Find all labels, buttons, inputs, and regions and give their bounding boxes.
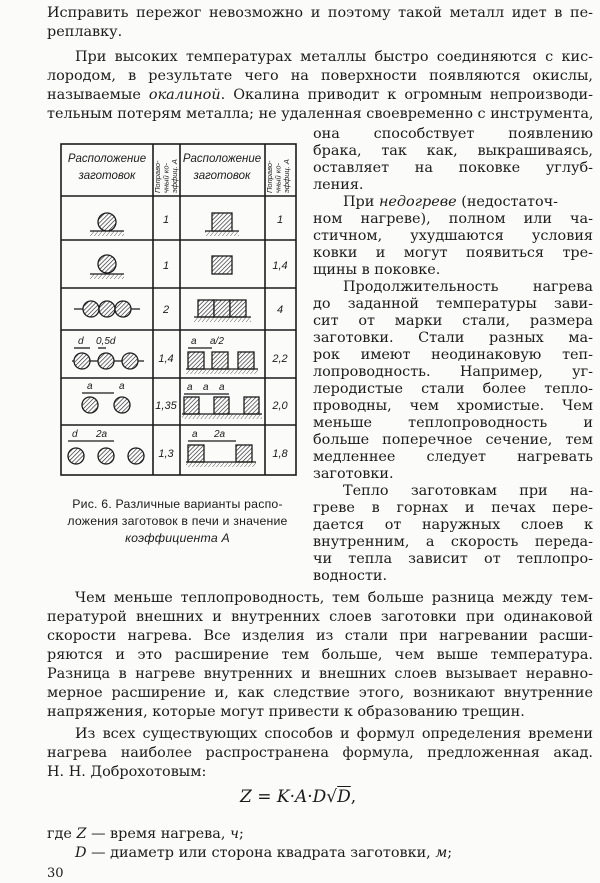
- text-line: до заданной температуры зави-: [313, 296, 593, 312]
- text-line: она способствует появлению: [313, 126, 593, 142]
- coef-value: 1,4: [158, 353, 174, 365]
- term-nedogrev: недогреве: [378, 194, 457, 210]
- coef-value: 1: [162, 260, 170, 272]
- page-number: 30: [47, 866, 64, 881]
- text-line: заготовки.: [313, 466, 394, 482]
- text-line: мерное расширение и, как следствие этого, возникают внутренние: [47, 685, 593, 701]
- dim-label: a: [192, 429, 198, 440]
- symbol: D: [75, 845, 87, 861]
- formula-body: K·A·D: [276, 787, 327, 807]
- sqrt-icon: √: [326, 787, 338, 807]
- text-line: проводны, чем хромистые. Чем: [313, 398, 593, 414]
- text-line: реплавку.: [47, 24, 123, 40]
- coef-value: 2,2: [272, 353, 288, 365]
- coef-value: 1: [276, 214, 284, 226]
- text-line: больше поперечное сечение, тем: [313, 432, 593, 448]
- coef-value: 4: [276, 304, 284, 316]
- text-line: брака, так как, выкрашиваясь,: [313, 143, 593, 159]
- text-line: внутренним, а скорость переда-: [313, 534, 593, 550]
- text-line: тельным потерям металла; не удаленная своевременно с инструмента,: [47, 106, 594, 122]
- text-line: нагрева наиболее распространена формула, предложенная акад.: [47, 745, 593, 761]
- formula-tail: ,: [350, 787, 357, 807]
- text-line: ряются и это расширение тем больше, чем выше температура.: [47, 647, 593, 663]
- text-line: пературой внешних и внутренних слоев заготовки при одинаковой: [47, 609, 593, 625]
- dim-label: 2a: [96, 429, 108, 440]
- text-line: медленнее следует нагревать: [313, 449, 593, 465]
- header-coef-3: эффиц. А: [170, 159, 179, 193]
- text-line: оставляет на поковке углуб-: [313, 160, 593, 176]
- definition-z: [47, 826, 244, 843]
- text-line: рок имеют неодинаковую теп-: [313, 347, 593, 363]
- text-line: скорости нагрева. Все изделия из стали при нагревании расши-: [47, 628, 593, 644]
- header-placement: Расположение: [182, 153, 262, 165]
- dim-label: d: [72, 429, 78, 440]
- text-line: сит от марки стали, размера: [313, 313, 593, 329]
- text: — диаметр или сторона квадрата заготовки,: [86, 845, 436, 861]
- text-line: [47, 87, 593, 104]
- text-line: греве в горнах и печах пере-: [313, 500, 593, 516]
- text-line: Чем меньше теплопроводность, тем больше разница между тем-: [75, 590, 593, 606]
- formula-root: D: [337, 787, 351, 807]
- text-line: [343, 194, 593, 211]
- dim-label: a: [191, 336, 197, 347]
- caption-line: коэффициента А: [125, 531, 230, 545]
- text-line: меньше теплопроводность и: [313, 415, 593, 431]
- text-line: стичном, ухудшаются условия: [313, 228, 593, 244]
- text-line: Продолжительность нагрева: [343, 279, 593, 295]
- dim-label: d: [78, 336, 84, 347]
- text-line: Н. Н. Доброхотовым:: [47, 764, 207, 780]
- caption-line: ложения заготовок в печи и значение: [67, 514, 288, 528]
- text-line: Тепло заготовкам при на-: [343, 483, 593, 499]
- header-coef-2: чный ко-: [273, 163, 283, 193]
- text: — время нагрева,: [86, 826, 230, 842]
- text-line: При высоких температурах металлы быстро соединяются с кис-: [75, 49, 593, 65]
- text: называемые: [47, 87, 141, 103]
- dim-label: 2a: [214, 429, 226, 440]
- figure-caption: [50, 496, 305, 547]
- text-line: ления.: [313, 177, 364, 193]
- text-line: ковки и могут появиться тре-: [313, 245, 593, 261]
- text: . Окалина приводит к огромным непроизводи-: [220, 87, 593, 103]
- text-line: Разница в нагреве внутренних и внешних слоев вызывает неравно-: [47, 666, 593, 682]
- symbol: Z: [76, 826, 87, 842]
- text-line: Из всех существующих способов и формул определения времени: [75, 726, 593, 742]
- header-coef-3: эффиц. А: [282, 159, 291, 193]
- text-line: заготовки. Стали разных ма-: [313, 330, 593, 346]
- formula-eq: =: [251, 787, 277, 807]
- header-placement-2: заготовок: [78, 170, 136, 182]
- text: ;: [447, 845, 453, 861]
- text-line: напряжения, которые могут привести к образованию трещин.: [47, 704, 525, 720]
- text-line: Исправить пережог невозможно и поэтому такой металл идет в пе-: [47, 5, 593, 21]
- dim-label: a: [203, 382, 209, 393]
- formula-lhs: Z: [240, 787, 252, 807]
- text-line: ном нагреве), полном или ча-: [313, 211, 593, 227]
- coef-value: 2,0: [272, 400, 288, 412]
- dim-label: a/2: [210, 336, 224, 347]
- text-line: лопроводность. Например, уг-: [313, 364, 593, 380]
- text: где: [47, 826, 77, 842]
- term-okalina: окалиной: [148, 87, 221, 103]
- header-placement-2: заготовок: [193, 170, 251, 182]
- header-placement: Расположение: [67, 153, 147, 165]
- coef-value: 1,3: [158, 448, 174, 460]
- unit: м: [435, 845, 448, 861]
- formula: [240, 786, 356, 808]
- text-line: чи тепла зависит от теплопро-: [313, 551, 593, 567]
- header-coef-2: чный ко-: [161, 163, 171, 193]
- coef-value: 1,4: [272, 260, 288, 272]
- definition-d: [75, 845, 452, 862]
- text: (недостаточ-: [456, 194, 559, 210]
- dim-label: a: [87, 381, 93, 392]
- dim-label: 0,5d: [96, 336, 116, 347]
- unit: ч: [230, 826, 239, 842]
- header-coef-1: Поправо-: [153, 160, 162, 193]
- text: При: [343, 194, 379, 210]
- caption-line: Рис. 6. Различные варианты распо-: [72, 497, 283, 511]
- text-line: щины в поковке.: [313, 262, 441, 278]
- dim-label: a: [119, 381, 125, 392]
- coef-value: 1,8: [272, 448, 288, 460]
- text-line: дается от наружных слоев к: [313, 517, 593, 533]
- coef-value: 2: [162, 304, 170, 316]
- text-line: лородом, в результате чего на поверхности появляются окислы,: [47, 68, 593, 84]
- header-coef-1: Поправо-: [265, 160, 274, 193]
- coef-value: 1: [162, 214, 170, 226]
- dim-label: a: [187, 382, 193, 393]
- text: ;: [238, 826, 244, 842]
- text-line: леродистые стали более тепло-: [313, 381, 593, 397]
- dim-label: a: [219, 382, 225, 393]
- coef-value: 1,35: [155, 400, 177, 412]
- text-line: водности.: [313, 568, 388, 584]
- figure-table: [60, 143, 298, 477]
